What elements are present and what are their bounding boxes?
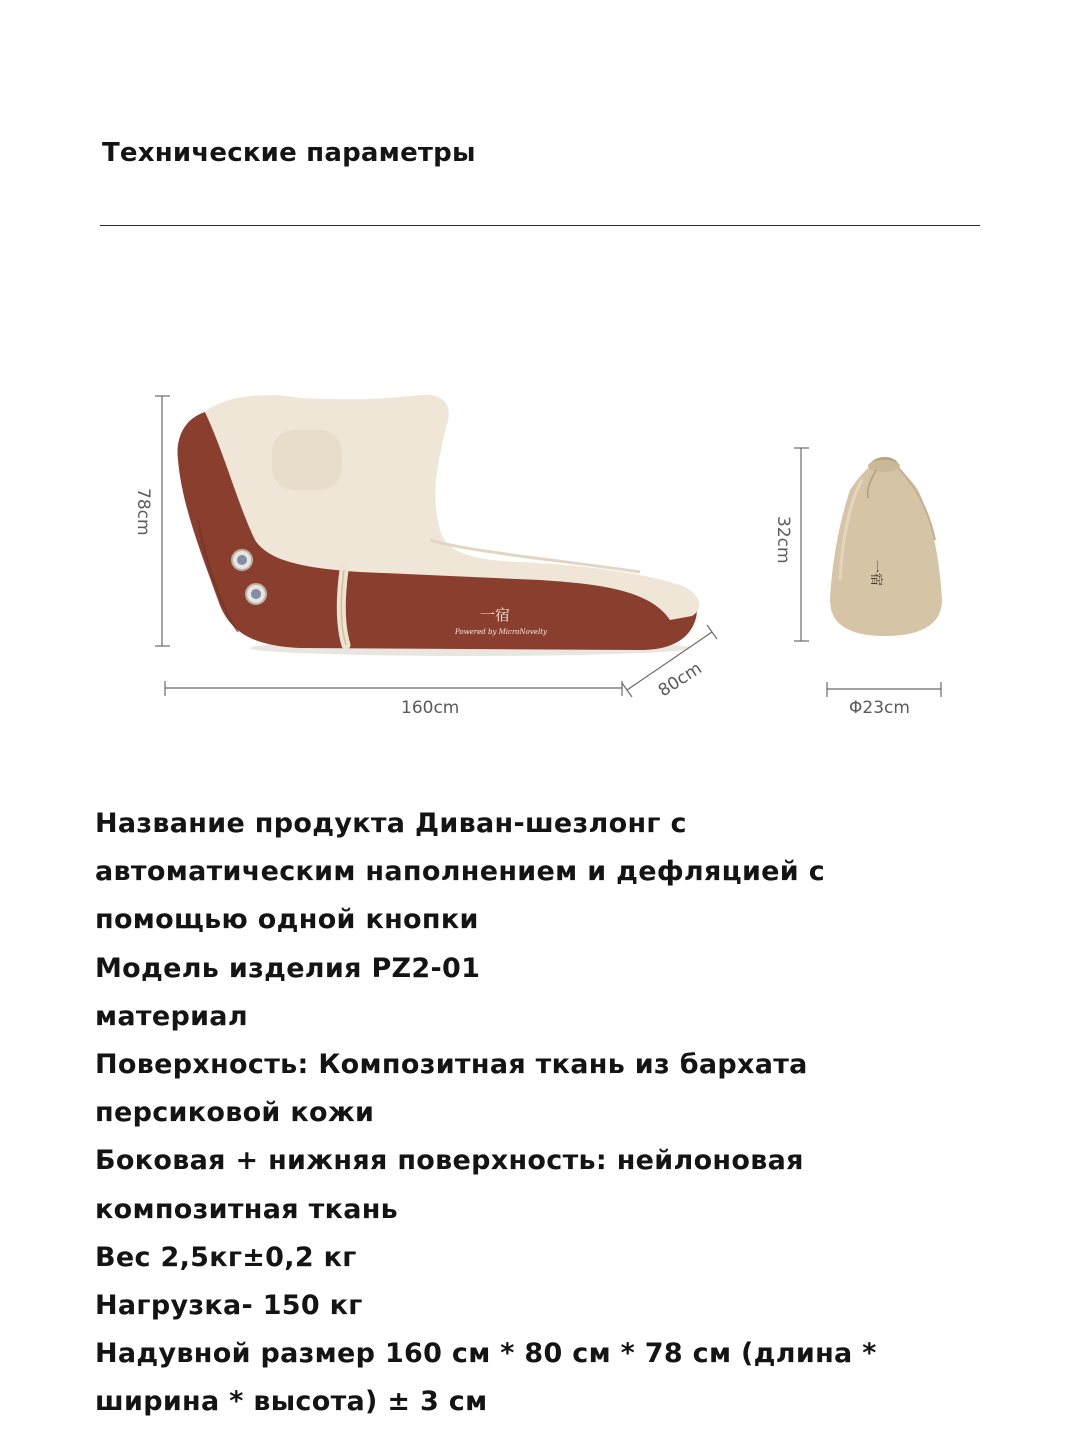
page-title: Технические параметры: [102, 138, 476, 168]
title-divider: [100, 225, 980, 226]
sofa-brand-caption: Powered by MicroNovelty: [455, 628, 547, 636]
bag-brand-mark: 一宿: [868, 560, 883, 587]
sofa-brand-mark: 一宿: [480, 606, 511, 624]
sofa-length-dimension: [165, 681, 622, 696]
storage-bag-illustration: [830, 459, 942, 637]
spec-line: автоматическим наполнением и дефляцией с: [95, 856, 826, 888]
bag-diameter-dimension: [827, 682, 941, 697]
spec-line: персиковой кожи: [95, 1097, 375, 1129]
spec-list: [95, 800, 995, 1427]
bag-height-dimension: [794, 448, 809, 641]
sofa-width-label: 80cm: [654, 658, 706, 702]
spec-line: помощью одной кнопки: [95, 904, 479, 936]
spec-line: Боковая + нижняя поверхность: нейлоновая: [95, 1145, 804, 1177]
spec-line: материал: [95, 1000, 248, 1032]
product-dimension-figure: [0, 370, 1080, 740]
spec-line: Надувной размер 160 см * 80 см * 78 см (длина *: [95, 1338, 877, 1370]
spec-line: композитная ткань: [95, 1193, 399, 1225]
spec-line: Вес 2,5кг±0,2 кг: [95, 1241, 357, 1273]
bag-diameter-label: Φ23cm: [849, 698, 910, 718]
sofa-height-dimension: [155, 396, 170, 646]
spec-line: Название продукта Диван-шезлонг с: [95, 808, 687, 839]
spec-line: Нагрузка- 150 кг: [95, 1290, 363, 1322]
spec-line: Поверхность: Композитная ткань из бархата: [95, 1049, 808, 1081]
sofa-length-label: 160cm: [401, 698, 460, 718]
spec-line: ширина * высота) ± 3 см: [95, 1386, 488, 1418]
bag-height-label: 32cm: [773, 516, 793, 564]
sofa-illustration: [178, 395, 700, 656]
spec-line: Модель изделия PZ2-01: [95, 952, 481, 984]
sofa-height-label: 78cm: [133, 488, 153, 536]
